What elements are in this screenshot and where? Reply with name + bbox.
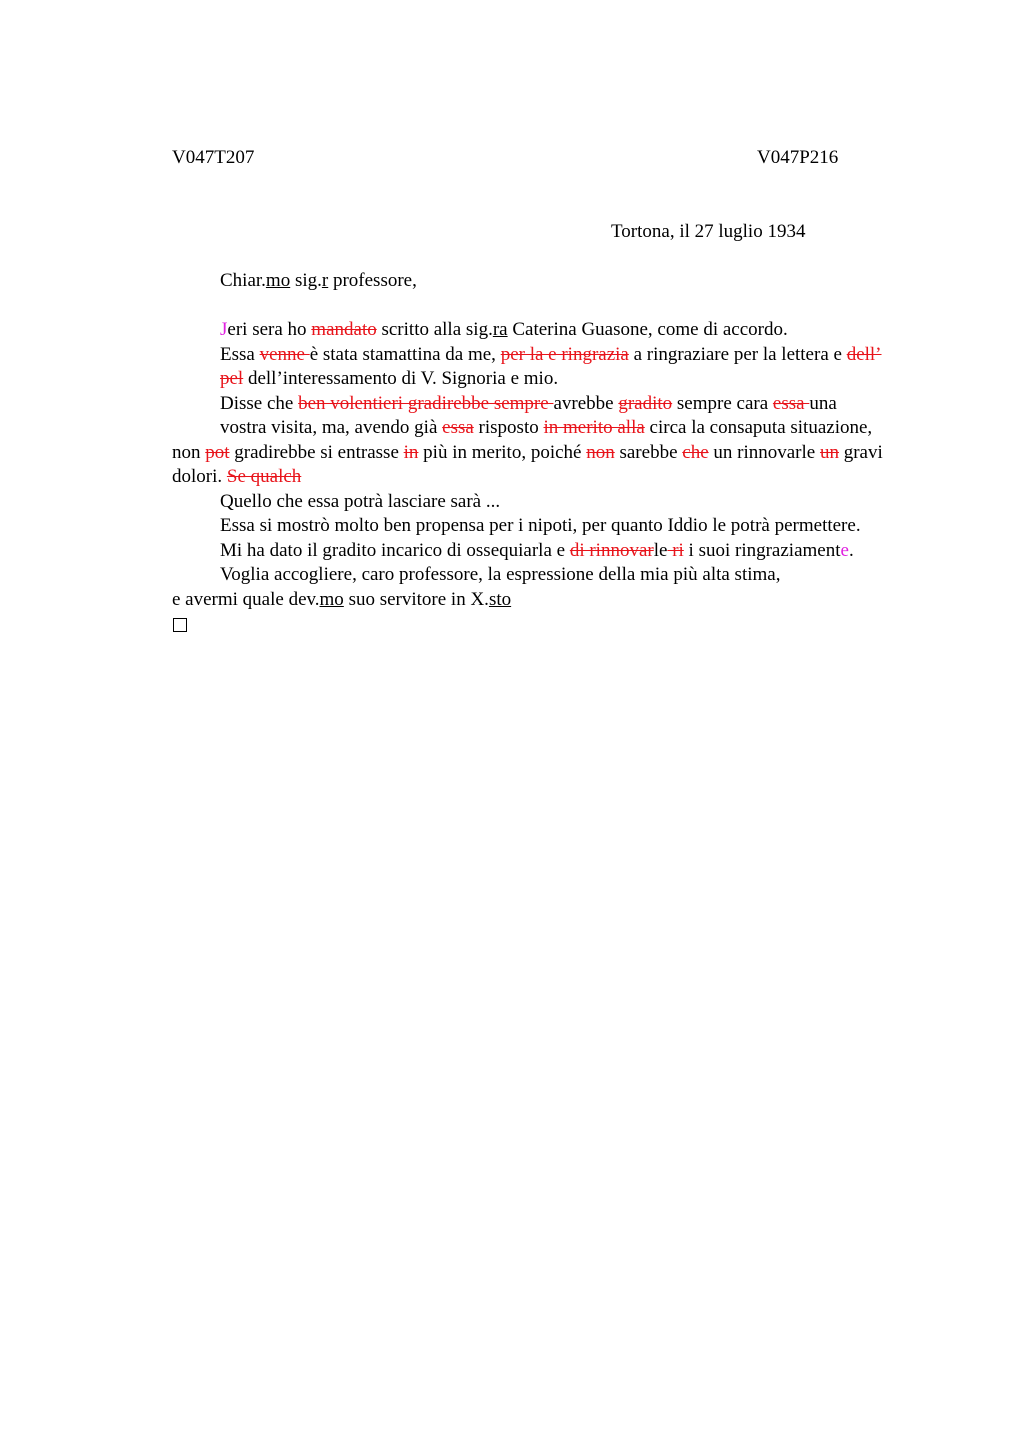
deleted-text: per la e ringrazia bbox=[500, 343, 629, 365]
signature-line bbox=[172, 588, 884, 613]
text: circa la consaputa situazione, bbox=[644, 417, 873, 438]
text: risposto bbox=[473, 417, 544, 438]
text: i suoi ringraziament bbox=[683, 539, 841, 561]
deleted-text: mandato bbox=[311, 319, 377, 340]
deleted-text: essa bbox=[772, 392, 810, 414]
deleted-text: Se qualch bbox=[226, 466, 302, 487]
text: un rinnovarle bbox=[708, 441, 820, 463]
text: Mi ha dato il gradito incarico di ossequiarla e bbox=[220, 539, 570, 561]
text: Essa bbox=[220, 343, 260, 365]
deleted-text: venne bbox=[259, 343, 310, 365]
inserted-letter: J bbox=[220, 319, 228, 340]
abbrev: ra bbox=[492, 319, 508, 340]
closing-line: Voglia accogliere, caro professore, la espressione della mia più alta stima, bbox=[220, 564, 781, 585]
deleted-text: in merito alla bbox=[543, 417, 645, 438]
text: a ringraziare per la lettera e bbox=[628, 343, 847, 365]
text: . bbox=[848, 539, 854, 561]
text: avrebbe bbox=[553, 392, 619, 414]
square-box-icon bbox=[173, 618, 187, 632]
salutation-text: professore, bbox=[328, 270, 417, 291]
deleted-text: in bbox=[403, 441, 419, 463]
deleted-text: pot bbox=[205, 441, 230, 463]
text: le bbox=[653, 539, 668, 561]
salutation-abbrev: r bbox=[321, 270, 329, 291]
text: dell’interessamento di V. Signoria e mio. bbox=[243, 368, 559, 389]
text: è stata stamattina da me, bbox=[309, 343, 501, 365]
deleted-text: gradito bbox=[618, 392, 673, 414]
abbrev: mo bbox=[319, 588, 344, 610]
text: gradirebbe si entrasse bbox=[229, 441, 404, 463]
text: una vostra visita, ma, avendo già bbox=[220, 392, 837, 438]
salutation-text: sig. bbox=[290, 270, 322, 291]
deleted-text: che bbox=[682, 441, 709, 463]
text: non bbox=[172, 441, 206, 463]
paragraph-2 bbox=[172, 343, 884, 392]
text: gravi dolori. bbox=[172, 441, 883, 487]
text: suo servitore in X. bbox=[343, 588, 489, 610]
letter-body bbox=[172, 318, 884, 632]
text: eri sera ho bbox=[227, 319, 312, 340]
deleted-text: ben volentieri gradirebbe sempre bbox=[298, 392, 554, 414]
text: e avermi quale dev. bbox=[172, 588, 320, 610]
abbrev: sto bbox=[488, 588, 512, 610]
deleted-text: non bbox=[586, 441, 615, 463]
paragraph-4 bbox=[172, 441, 884, 490]
text: più in merito, poiché bbox=[418, 441, 587, 463]
deleted-text: un bbox=[819, 441, 839, 463]
salutation-text: Chiar. bbox=[220, 270, 266, 291]
text: Disse che bbox=[220, 392, 299, 414]
paragraph-5: Quello che essa potrà lasciare sarà ... bbox=[220, 490, 501, 512]
text: Caterina Guasone, come di accordo. bbox=[507, 319, 788, 340]
paragraph-7 bbox=[172, 539, 884, 564]
deleted-text: di rinnovar bbox=[569, 539, 654, 561]
text: sempre cara bbox=[672, 392, 773, 414]
salutation bbox=[220, 270, 417, 292]
deleted-text: dell’ pel bbox=[220, 343, 882, 389]
document-code-right: V047P216 bbox=[757, 147, 839, 168]
paragraph-1 bbox=[172, 318, 884, 343]
text: scritto alla sig. bbox=[376, 319, 493, 340]
paragraph-6: Essa si mostrò molto ben propensa per i nipoti, per quanto Iddio le potrà permettere. bbox=[220, 515, 861, 536]
inserted-letter: e bbox=[840, 539, 849, 561]
deleted-text: ri bbox=[667, 539, 684, 561]
deleted-text: essa bbox=[442, 417, 474, 438]
date-line: Tortona, il 27 luglio 1934 bbox=[611, 221, 806, 242]
salutation-abbrev: mo bbox=[265, 270, 291, 291]
text: sarebbe bbox=[614, 441, 683, 463]
document-code-left: V047T207 bbox=[172, 147, 255, 168]
paragraph-3 bbox=[172, 392, 884, 441]
